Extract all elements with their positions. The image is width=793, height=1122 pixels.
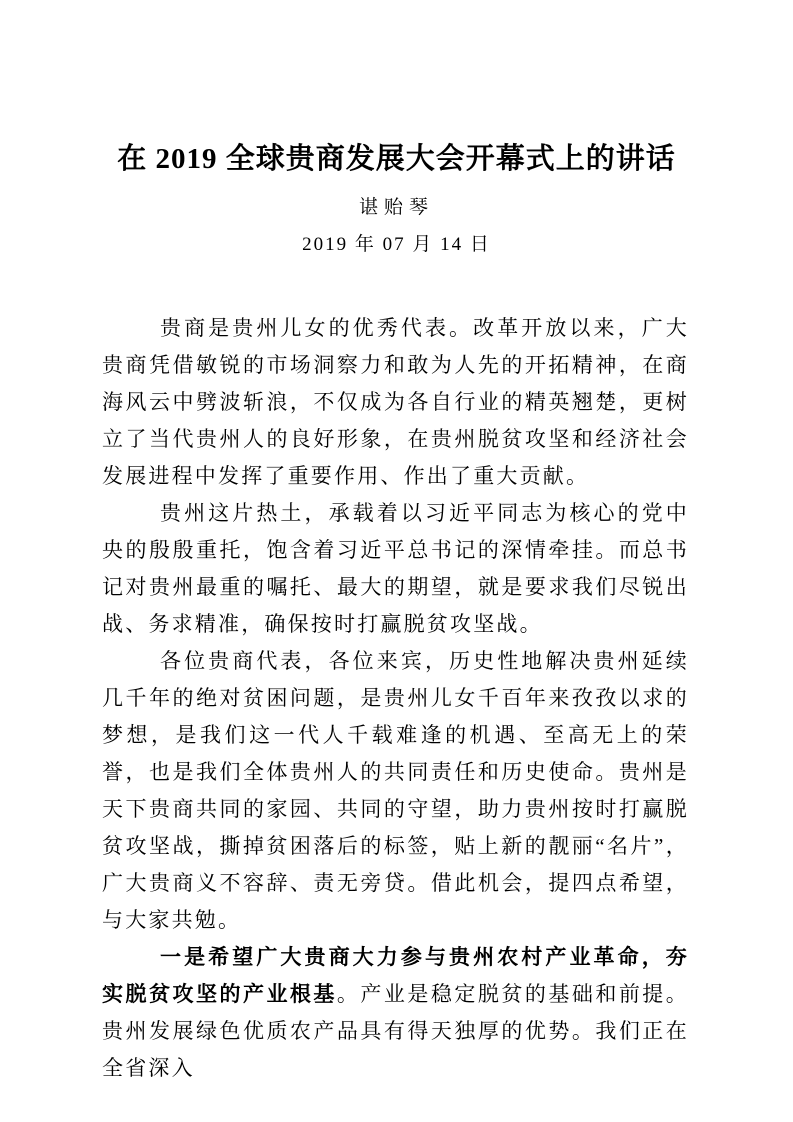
document-title: 在 2019 全球贵商发展大会开幕式上的讲话: [117, 143, 676, 175]
author-name: 谌贻琴: [358, 197, 434, 218]
paragraph-text: 贵商是贵州儿女的优秀代表。改革开放以来，广大贵商凭借敏锐的市场洞察力和敢为人先的开拓精神，在商海风云中劈波斩浪，不仅成为各自行业的精英翘楚，更树立了当代贵州人的良好形象，在贵州脱贫攻坚和经济社会发展进程中发挥了重要作用、作出了重大贡献。: [102, 316, 689, 488]
paragraph: [102, 939, 689, 1087]
paragraph-text: 。产业是稳定脱贫的基础和前提。贵州发展绿色优质农产品具有得天独厚的优势。我们正在全省深入: [102, 982, 690, 1080]
paragraph-text: 各位贵商代表，各位来宾，历史性地解决贵州延续几千年的绝对贫困问题，是贵州儿女千百年来孜孜以求的梦想，是我们这一代人千载难逢的机遇、至高无上的荣誉，也是我们全体贵州人的共同责任和历史使命。贵州是天下贵商共同的家园、共同的守望，助力贵州按时打赢脱贫攻坚战，撕掉贫困落后的标签，贴上新的靓丽“名片”，广大贵商义不容辞、责无旁贷。借此机会，提四点希望，与大家共勉。: [102, 649, 689, 932]
paragraph-lead-bold-text: 一是希望广大贵商大力参与贵州农村产业革命，夯实脱贫攻坚的产业根基: [102, 945, 689, 1006]
paragraph: [102, 643, 689, 939]
document-body: [102, 310, 689, 1087]
paragraph: [102, 495, 689, 643]
paragraph: [102, 310, 689, 495]
paragraph-text: 贵州这片热土，承载着以习近平同志为核心的党中央的殷殷重托，饱含着习近平总书记的深情牵挂。而总书记对贵州最重的嘱托、最大的期望，就是要求我们尽锐出战、务求精准，确保按时打赢脱贫攻坚战。: [102, 501, 689, 636]
document-date: 2019 年 07 月 14 日: [302, 234, 491, 255]
